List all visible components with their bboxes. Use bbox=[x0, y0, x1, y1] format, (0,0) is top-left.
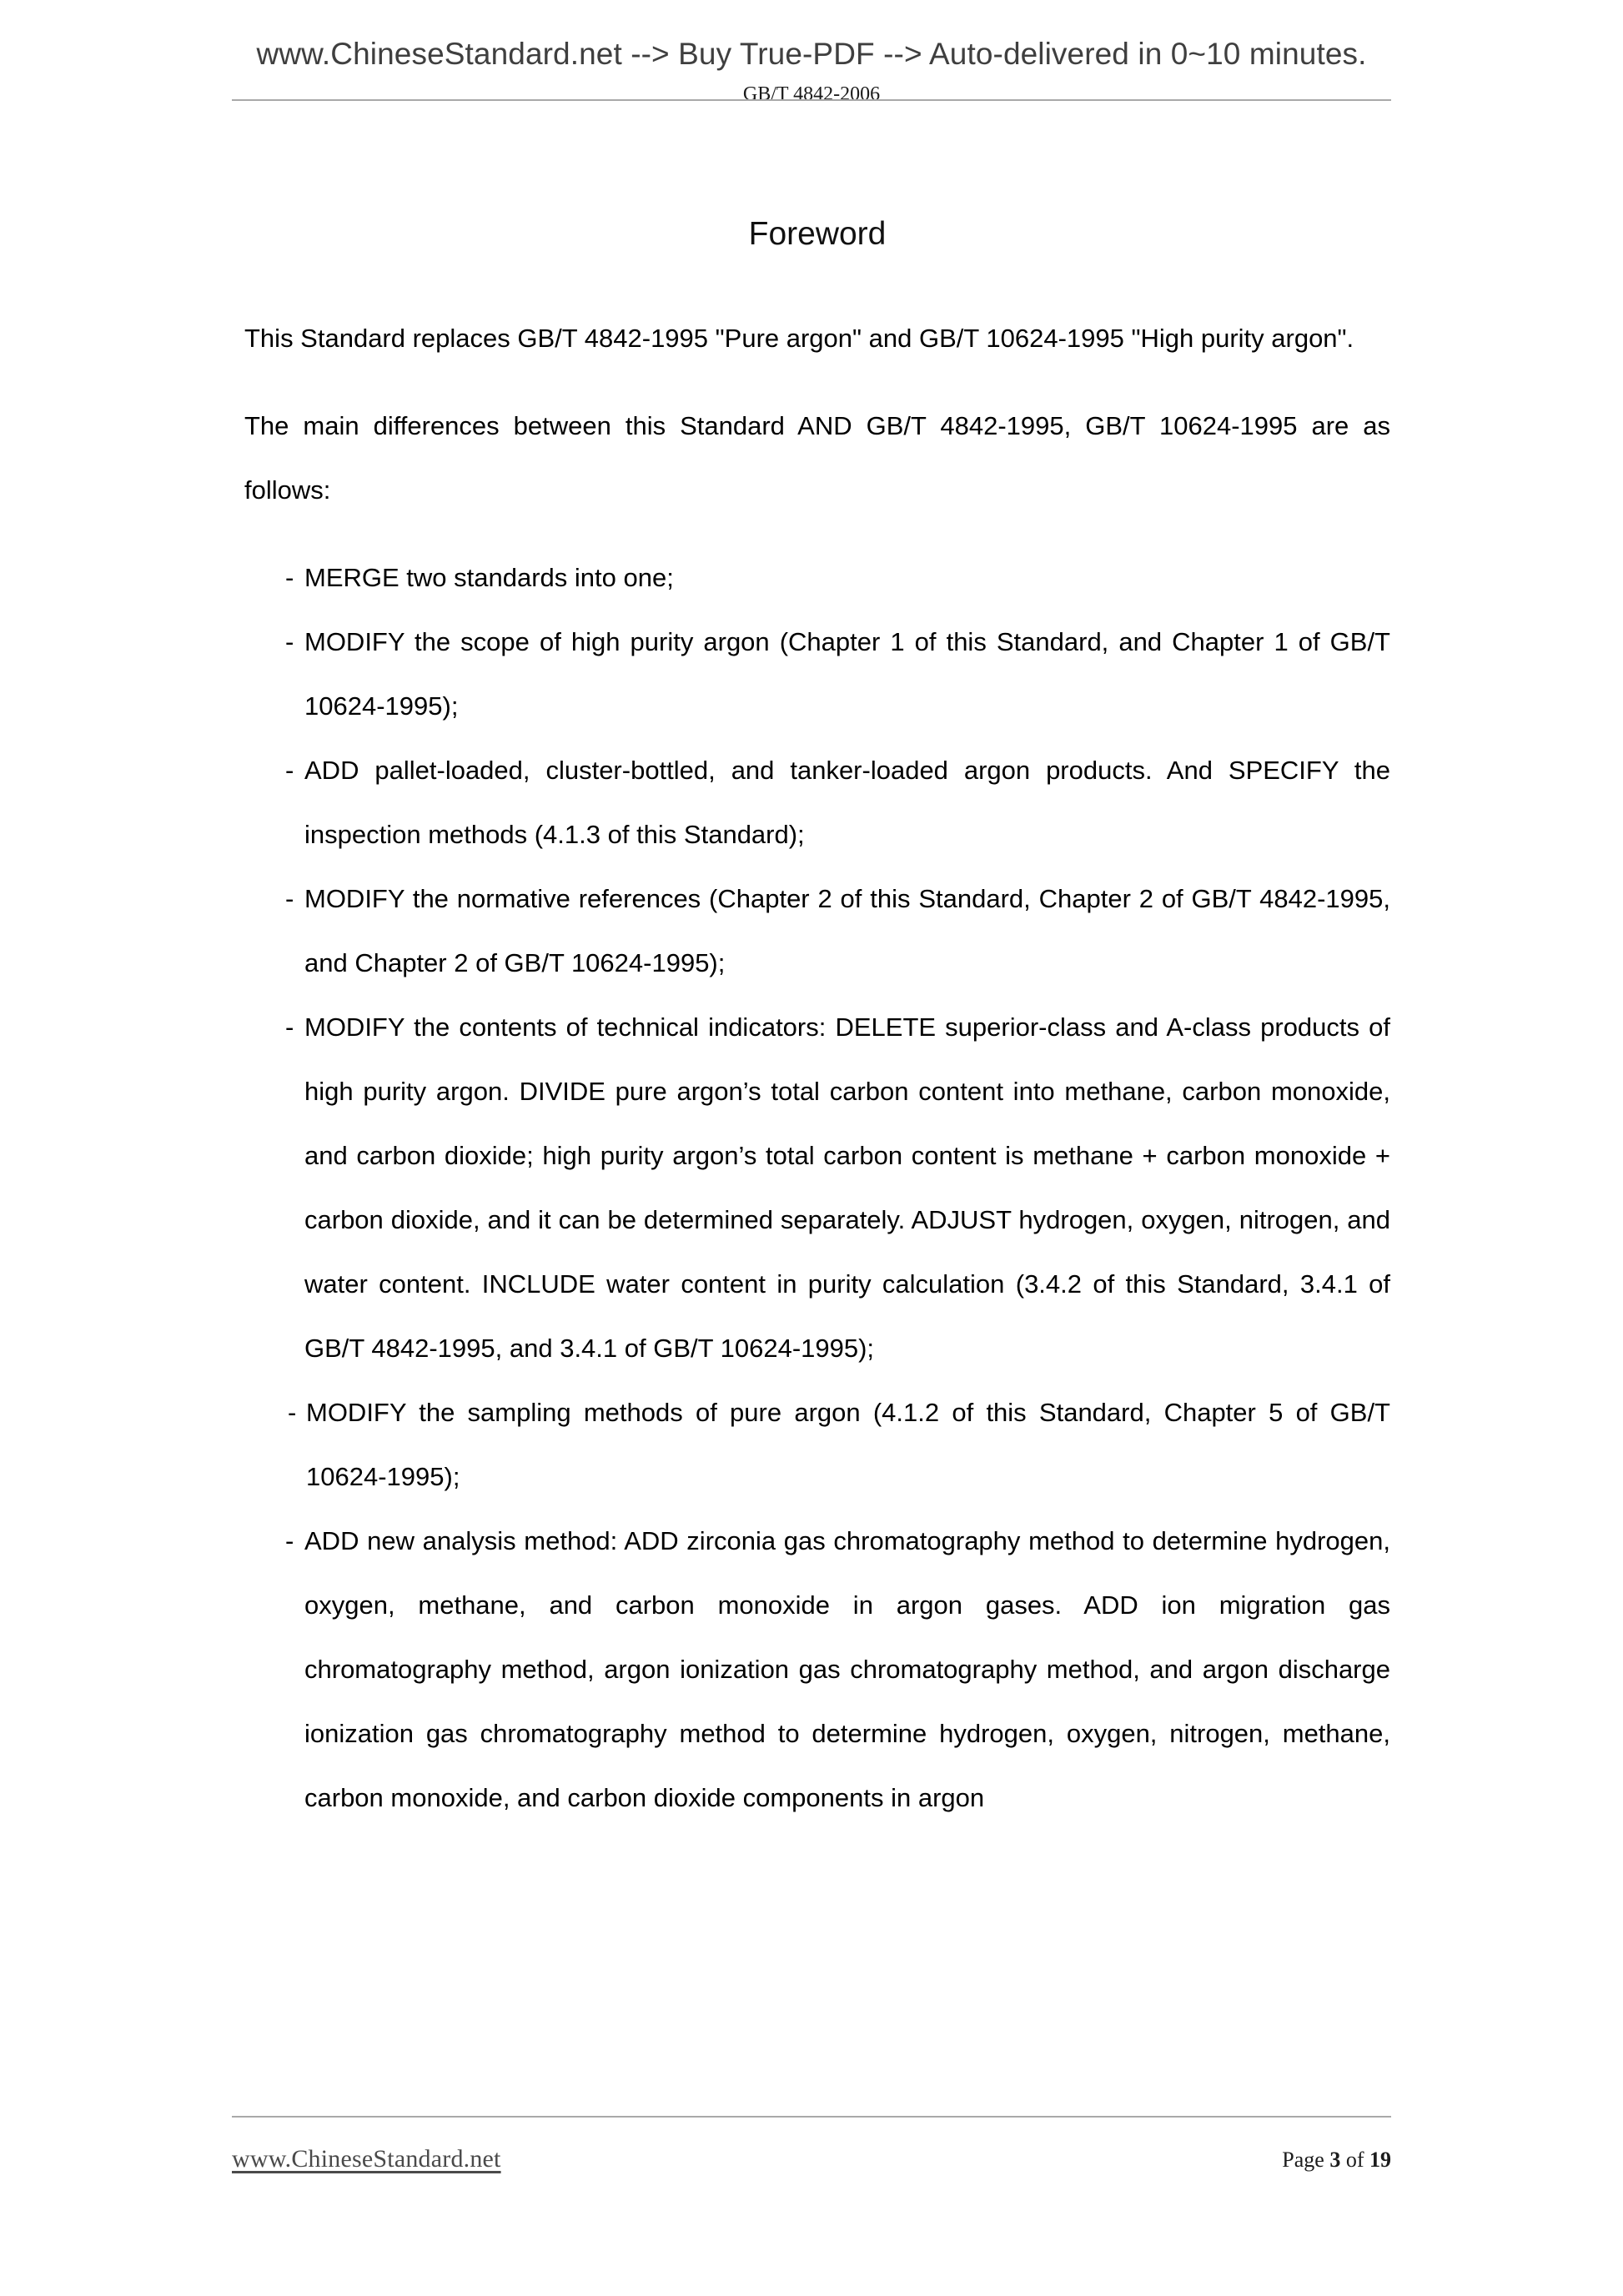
footer-divider-rule bbox=[232, 2116, 1391, 2118]
list-item-text: MODIFY the sampling methods of pure argon (4.1.2 of this Standard, Chapter 5 of GB/T 10624-1995); bbox=[306, 1397, 1390, 1491]
header-standard-code: GB/T 4842-2006 bbox=[742, 83, 881, 105]
page-current-number: 3 bbox=[1329, 2148, 1341, 2172]
bullet-dash-marker: - bbox=[285, 1012, 294, 1042]
page-footer bbox=[232, 2145, 1391, 2173]
bullet-dash-marker: - bbox=[288, 1397, 297, 1427]
header-watermark-text: www.ChineseStandard.net --> Buy True-PDF --> Auto-delivered in 0~10 minutes. bbox=[256, 37, 1367, 71]
list-item bbox=[244, 1509, 1390, 1830]
footer-site-link[interactable]: www.ChineseStandard.net bbox=[232, 2145, 501, 2173]
list-item bbox=[244, 1380, 1390, 1509]
bullet-dash-marker: - bbox=[285, 562, 294, 592]
list-item bbox=[244, 610, 1390, 738]
list-item bbox=[244, 867, 1390, 995]
bullet-dash-marker: - bbox=[285, 626, 294, 656]
bullet-dash-marker: - bbox=[285, 1525, 294, 1555]
bullet-dash-marker: - bbox=[285, 883, 294, 913]
intro-paragraph-1: This Standard replaces GB/T 4842-1995 "Pure argon" and GB/T 10624-1995 "High purity argon". bbox=[244, 323, 1354, 353]
intro-paragraph-2: The main differences between this Standard AND GB/T 4842-1995, GB/T 10624-1995 are as follows: bbox=[244, 410, 1390, 505]
header-divider-rule bbox=[232, 99, 1391, 101]
list-item bbox=[244, 545, 1390, 610]
list-item-text: MERGE two standards into one; bbox=[304, 562, 674, 592]
page-total-number: 19 bbox=[1369, 2148, 1391, 2172]
page-title: Foreword bbox=[748, 216, 887, 252]
list-item-text: MODIFY the contents of technical indicators: DELETE superior-class and A-class products of high purity argon. DIVIDE pure argon’s total carbon content into methane, carbon monoxide, and carbon dioxide; high purity argon’s total carbon content is methane + carbon monoxide + carbon dioxide, and it can be determined separately. ADJUST hydrogen, oxygen, nitrogen, and water content. INCLUDE water content in purity calculation (3.4.2 of this Standard, 3.4.1 of GB/T 4842-1995, and 3.4.1 of GB/T 10624-1995); bbox=[304, 1012, 1390, 1363]
list-item-text: ADD pallet-loaded, cluster-bottled, and tanker-loaded argon products. And SPECIFY the inspection methods (4.1.3 of this Standard); bbox=[304, 755, 1390, 849]
list-item-text: MODIFY the normative references (Chapter 2 of this Standard, Chapter 2 of GB/T 4842-1995, and Chapter 2 of GB/T 10624-1995); bbox=[304, 883, 1390, 977]
list-item-text: ADD new analysis method: ADD zirconia gas chromatography method to determine hydrogen, oxygen, methane, and carbon monoxide in argon gases. ADD ion migration gas chromatography method, argon ionization gas chromatography method, and argon discharge ionization gas chromatography method to determine hydrogen, oxygen, nitrogen, methane, carbon monoxide, and carbon dioxide components in argon bbox=[304, 1525, 1390, 1812]
page-label-middle: of bbox=[1340, 2148, 1369, 2172]
list-item bbox=[244, 738, 1390, 867]
bullet-dash-marker: - bbox=[285, 755, 294, 785]
differences-list bbox=[244, 545, 1390, 1830]
document-body bbox=[244, 215, 1390, 1830]
page-label-prefix: Page bbox=[1282, 2148, 1330, 2172]
page-header bbox=[0, 0, 1623, 106]
page-number-indicator bbox=[1282, 2148, 1391, 2173]
list-item bbox=[244, 995, 1390, 1380]
list-item-text: MODIFY the scope of high purity argon (Chapter 1 of this Standard, and Chapter 1 of GB/T 10624-1995); bbox=[304, 626, 1390, 721]
